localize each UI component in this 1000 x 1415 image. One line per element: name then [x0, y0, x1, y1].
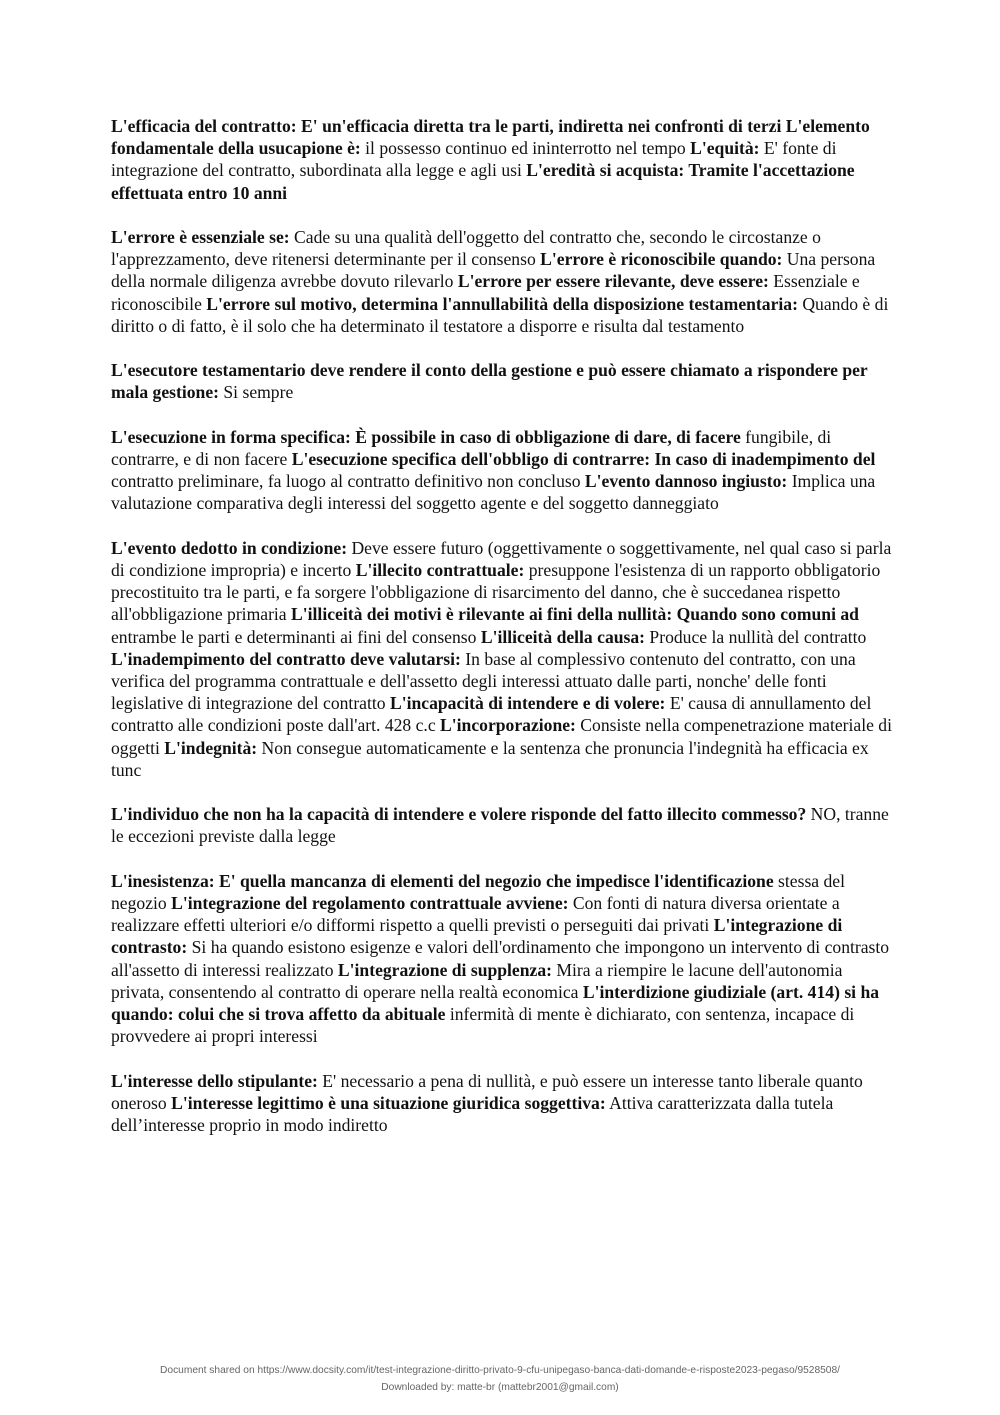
definition-text: infermità di mente è dichiarato, con sentenza, incapace di provvedere ai propri interessi — [111, 1004, 855, 1047]
term-label: L'eredità si acquista: Tramite l'accettazione effettuata entro 10 anni — [111, 160, 855, 203]
term-label: L'errore per essere rilevante, deve essere: — [457, 271, 769, 292]
term-label: L'integrazione di contrasto: — [111, 915, 843, 958]
definition-text: Consiste nella compenetrazione materiale di oggetti — [111, 715, 892, 758]
term-label: L'esecuzione specifica dell'obbligo di contrarre: In caso di inadempimento del — [291, 449, 876, 469]
definition-text: Essenziale e riconoscibile — [111, 271, 860, 314]
term-label: L'evento dannoso ingiusto: — [584, 471, 788, 492]
term-label: L'integrazione di supplenza: — [337, 959, 552, 980]
term-label: L'incapacità di intendere e di volere: — [389, 693, 666, 714]
definition-text: entrambe le parti e determinanti ai fini del consenso — [111, 626, 481, 647]
term-label: L'inesistenza: E' quella mancanza di elementi del negozio che impedisce l'identificazione — [111, 870, 774, 891]
definition-text: Una persona della normale diligenza avrebbe dovuto rilevarlo — [111, 249, 876, 292]
definition-text: Quando è di diritto o di fatto, è il solo che ha determinato il testatore a disporre e risulta dal testamento — [111, 293, 889, 336]
term-label: L'esecuzione in forma specifica: È possibile in caso di obbligazione di dare, di facere — [111, 426, 741, 447]
definition-text: E' necessario a pena di nullità, e può essere un interesse tanto liberale quanto oneroso — [111, 1070, 863, 1113]
definition-text: Mira a riempire le lacune dell'autonomia privata, consentendo al contratto di operare nella realtà economica — [111, 959, 843, 1002]
paragraph — [111, 537, 895, 781]
term-label: L'interdizione giudiziale (art. 414) si ha quando: colui che si trova affetto da abituale — [111, 981, 880, 1025]
term-label: L'evento dedotto in condizione: — [111, 537, 348, 558]
definition-text: il possesso continuo ed ininterrotto nel tempo — [360, 138, 691, 159]
definition-text: E' fonte di integrazione del contratto, subordinata alla legge e agli usi — [111, 138, 837, 181]
definition-text: Implica una valutazione comparativa degli interessi del soggetto agente e del soggetto danneggiato — [111, 471, 876, 514]
paragraph — [111, 1070, 895, 1137]
definition-text: Non consegue automaticamente e la sentenza che pronuncia l'indegnità ha efficacia ex tunc — [111, 737, 869, 780]
definition-text: contratto preliminare, fa luogo al contratto definitivo non concluso — [111, 471, 585, 492]
paragraph — [111, 426, 895, 515]
term-label: L'illiceità della causa: — [480, 626, 646, 647]
footer-download-notice: Downloaded by: matte-br (mattebr2001@gmail.com) — [381, 1382, 619, 1393]
definition-text: fungibile, di contrarre, e di non facere — [111, 426, 832, 469]
definition-text: presuppone l'esistenza di un rapporto obbligatorio precostituito tra le parti, e fa sorgere l'obbligazione di risarcimento del danno, che è succedanea rispetto all'obbligazione primaria — [111, 560, 881, 625]
paragraph — [111, 803, 895, 847]
term-label: L'interesse dello stipulante: — [111, 1070, 318, 1091]
term-label: L'incorporazione: — [440, 715, 576, 736]
footer-share-notice: Document shared on https://www.docsity.com/it/test-integrazione-diritto-privato-9-cfu-unipegaso-banca-dati-domande-e-risposte2023-pegaso/9528508/ — [160, 1365, 840, 1376]
definition-text: E' causa di annullamento del contratto alle condizioni poste dall'art. 428 c.c — [111, 693, 872, 736]
term-label: L'esecutore testamentario deve rendere il conto della gestione e può essere chiamato a rispondere per mala gestione: — [111, 360, 868, 403]
paragraph — [111, 359, 895, 403]
term-label: L'inadempimento del contratto deve valutarsi: — [111, 648, 461, 669]
paragraph — [111, 226, 895, 337]
definition-text: Deve essere futuro (oggettivamente o soggettivamente, nel qual caso si parla di condizione impropria) e incerto — [111, 537, 892, 580]
definition-text: Produce la nullità del contratto — [645, 626, 867, 647]
term-label: L'illecito contrattuale: — [355, 560, 525, 580]
definition-text: Si sempre — [219, 382, 294, 403]
term-label: L'equità: — [690, 138, 760, 159]
paragraph — [111, 115, 895, 204]
term-label: L'errore è essenziale se: — [111, 227, 290, 247]
definition-text: NO, tranne le eccezioni previste dalla legge — [111, 804, 889, 847]
term-label: L'individuo che non ha la capacità di intendere e volere risponde del fatto illecito commesso? — [111, 804, 807, 825]
term-label: L'integrazione del regolamento contrattuale avviene: — [171, 893, 569, 914]
term-label: L'errore è riconoscibile quando: — [540, 249, 783, 270]
term-label: L'elemento fondamentale della usucapione è: — [111, 116, 870, 159]
definition-text: Cade su una qualità dell'oggetto del contratto che, secondo le circostanze o l'apprezzamento, deve ritenersi determinante per il consenso — [111, 227, 821, 270]
definition-text: In base al complessivo contenuto del contratto, con una verifica del programma contrattuale e dell'assetto degli interessi attuato dalle parti, nonche' delle fonti legislative di integrazione del contratto — [111, 648, 856, 714]
term-label: L'interesse legittimo è una situazione giuridica soggettiva: — [171, 1092, 606, 1113]
term-label: L'illiceità dei motivi è rilevante ai fini della nullità: Quando sono comuni ad — [291, 604, 859, 625]
page-footer — [0, 1362, 1000, 1396]
document-body — [111, 115, 895, 1158]
paragraph — [111, 870, 895, 1048]
definition-text: Attiva caratterizzata dalla tutela dell’interesse proprio in modo indiretto — [111, 1092, 834, 1136]
definition-text: Con fonti di natura diversa orientate a realizzare effetti ulteriori e/o difformi rispetto a quelli previsti o perseguiti dai privati — [111, 893, 840, 936]
term-label: L'efficacia del contratto: E' un'efficacia diretta tra le parti, indiretta nei confronti di terzi — [111, 116, 782, 136]
term-label: L'indegnità: — [164, 737, 258, 758]
term-label: L'errore sul motivo, determina l'annullabilità della disposizione testamentaria: — [206, 293, 798, 314]
definition-text: Si ha quando esistono esigenze e valori dell'ordinamento che impongono un intervento di contrasto all'assetto di interessi realizzato — [111, 937, 890, 980]
definition-text: stessa del negozio — [111, 870, 845, 914]
